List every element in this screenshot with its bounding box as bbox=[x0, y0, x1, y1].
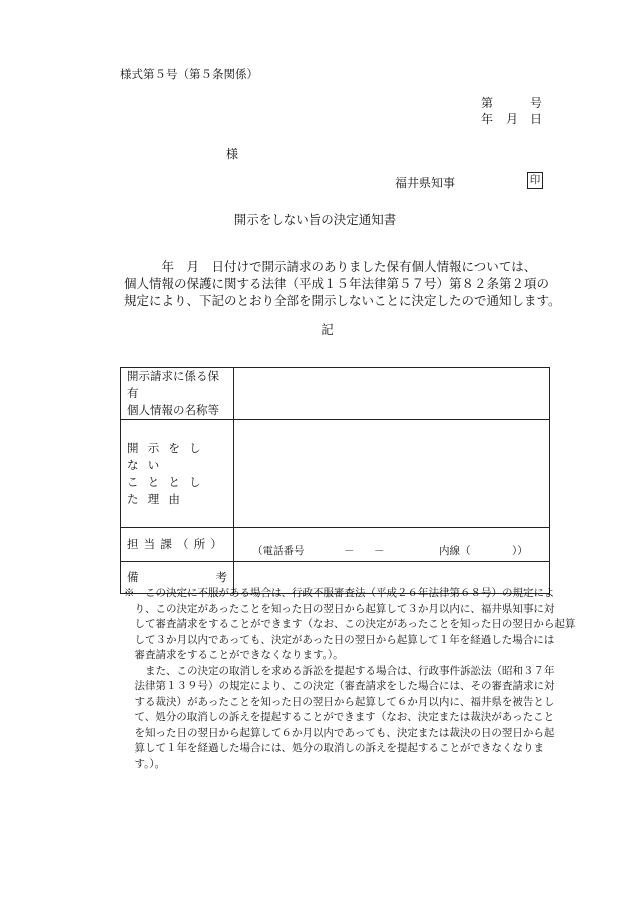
note-line: を知った日の翌日から起算して６か月以内であっても、決定または裁決の日の翌日から起 bbox=[124, 726, 555, 739]
extension-label: 内線（ bbox=[439, 545, 471, 557]
reason-value[interactable] bbox=[234, 420, 550, 528]
phone-label: （電話番号 bbox=[252, 545, 305, 557]
seal-mark: 印 bbox=[527, 172, 543, 189]
table-row bbox=[121, 420, 550, 528]
department-value[interactable] bbox=[234, 528, 550, 562]
remarks-char: 備 bbox=[127, 570, 139, 584]
note-line: して審査請求をすることができます（なお、この決定があったことを知った日の翌日から起算 bbox=[124, 618, 576, 630]
note-line: り、この決定があったことを知った日の翌日から起算して３か月以内に、福井県知事に対 bbox=[124, 602, 555, 615]
phone-dash: － bbox=[344, 545, 355, 557]
extension-close: ）） bbox=[512, 545, 528, 557]
label-line: 開示請求に係る保有 bbox=[127, 369, 219, 400]
body-line: 年 月 日付けで開示請求のありました保有個人情報については、 bbox=[124, 259, 537, 274]
addressee-honorific: 様 bbox=[226, 147, 239, 161]
note-line: 算して１年を経過した場合には、処分の取消しの訴えを提起することができなくなりま bbox=[124, 742, 544, 754]
note-line: する裁決）があったことを知った日の翌日から起算して６か月以内に、福井県を被告とし bbox=[124, 695, 555, 708]
note-line: て、処分の取消しの訴えを提起することができます（なお、決定または裁決があったこと bbox=[124, 711, 555, 723]
phone-dash: － bbox=[374, 545, 385, 557]
form-number: 様式第５号（第５条関係） bbox=[120, 67, 258, 81]
date-month: 月 bbox=[506, 112, 519, 126]
document-title: 開示をしない旨の決定通知書 bbox=[233, 212, 397, 227]
body-line: 個人情報の保護に関する法律（平成１５年法律第５７号）第８２条第２項の bbox=[124, 276, 550, 291]
note-line: して３か月以内であっても、決定があった日の翌日から起算して１年を経過した場合には bbox=[124, 633, 555, 646]
label-line: こととした理由 bbox=[127, 474, 210, 506]
note-line: また、この決定の取消しを求める訴訟を提起する場合は、行政事件訴訟法（昭和３７年 bbox=[124, 664, 555, 677]
number-label: 第 bbox=[481, 96, 494, 110]
date-day: 日 bbox=[530, 112, 543, 126]
reason-label bbox=[121, 420, 234, 528]
note-line: 法律第１３９号）の規定により、この決定（審査請求をした場合には、その審査請求に対 bbox=[124, 680, 555, 692]
date-year: 年 bbox=[481, 112, 494, 126]
note-line: ※ この決定に不服がある場合は、行政不服審査法（平成２６年法律第６８号）の規定によ bbox=[124, 587, 555, 599]
number-suffix: 号 bbox=[530, 96, 543, 110]
appeal-note bbox=[124, 586, 576, 772]
info-name-label bbox=[121, 368, 234, 420]
remarks-char: 考 bbox=[215, 570, 227, 584]
sender-title: 福井県知事 bbox=[395, 176, 456, 190]
department-label: 担当課（所） bbox=[121, 528, 234, 562]
info-name-value[interactable] bbox=[234, 368, 550, 420]
label-line: 個人情報の名称等 bbox=[127, 403, 219, 417]
table-row bbox=[121, 528, 550, 562]
body-line: 規定により、下記のとおり全部を開示しないことに決定したので通知します。 bbox=[124, 293, 561, 308]
note-line: す。）。 bbox=[124, 757, 166, 770]
document-body bbox=[124, 258, 561, 309]
note-line: 審査請求をすることができなくなります。）。 bbox=[124, 649, 344, 661]
ki-heading: 記 bbox=[321, 322, 334, 337]
table-row bbox=[121, 368, 550, 420]
info-table bbox=[120, 367, 550, 594]
label-line: 開示をしない bbox=[127, 440, 210, 472]
